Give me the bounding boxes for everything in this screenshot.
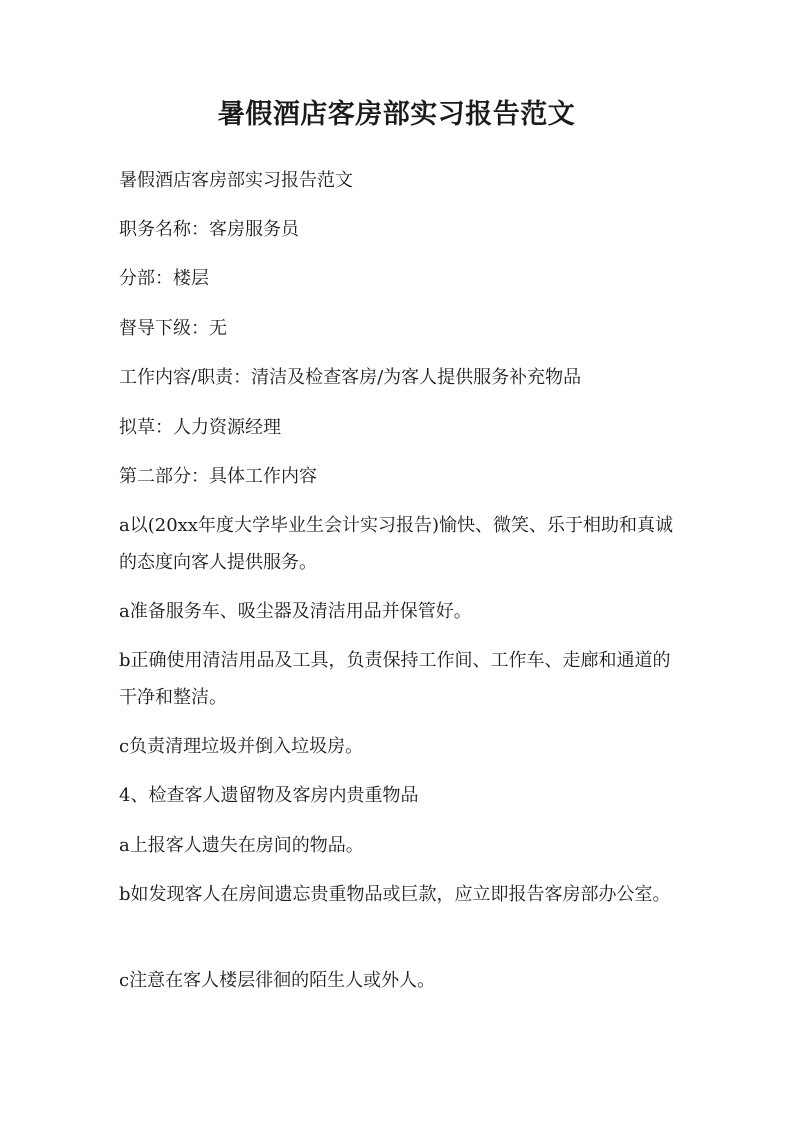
paragraph-item-service-attitude: a以(20xx年度大学毕业生会计实习报告)愉快、微笑、乐于相助和真诚的态度向客人提供服务。 bbox=[119, 515, 673, 573]
paragraph-subordinates: 督导下级：无 bbox=[119, 318, 227, 339]
paragraph-department: 分部：楼层 bbox=[119, 268, 209, 289]
paragraph-drafter: 拟草：人力资源经理 bbox=[119, 417, 281, 438]
paragraph-item-strangers: c注意在客人楼层徘徊的陌生人或外人。 bbox=[119, 970, 436, 991]
paragraph-item-report-lost: a上报客人遗失在房间的物品。 bbox=[119, 835, 364, 856]
paragraph-subtitle: 暑假酒店客房部实习报告范文 bbox=[119, 170, 353, 191]
page-title: 暑假酒店客房部实习报告范文 bbox=[217, 99, 576, 130]
paragraph-job-title: 职务名称：客房服务员 bbox=[119, 219, 299, 240]
paragraph-section-two: 第二部分：具体工作内容 bbox=[119, 466, 317, 487]
paragraph-item-garbage: c负责清理垃圾并倒入垃圾房。 bbox=[119, 736, 364, 757]
paragraph-item-prepare-cart: a准备服务车、吸尘器及清洁用品并保管好。 bbox=[119, 601, 472, 622]
paragraph-item-clean-tools: b正确使用清洁用品及工具，负责保持工作间、工作车、走廊和通道的干净和整洁。 bbox=[119, 650, 671, 708]
paragraph-check-items: 4、检查客人遗留物及客房内贵重物品 bbox=[119, 785, 419, 806]
paragraph-duties: 工作内容/职责：清洁及检查客房/为客人提供服务补充物品 bbox=[119, 367, 582, 388]
paragraph-item-valuables: b如发现客人在房间遗忘贵重物品或巨款，应立即报告客房部办公室。 bbox=[119, 884, 671, 905]
